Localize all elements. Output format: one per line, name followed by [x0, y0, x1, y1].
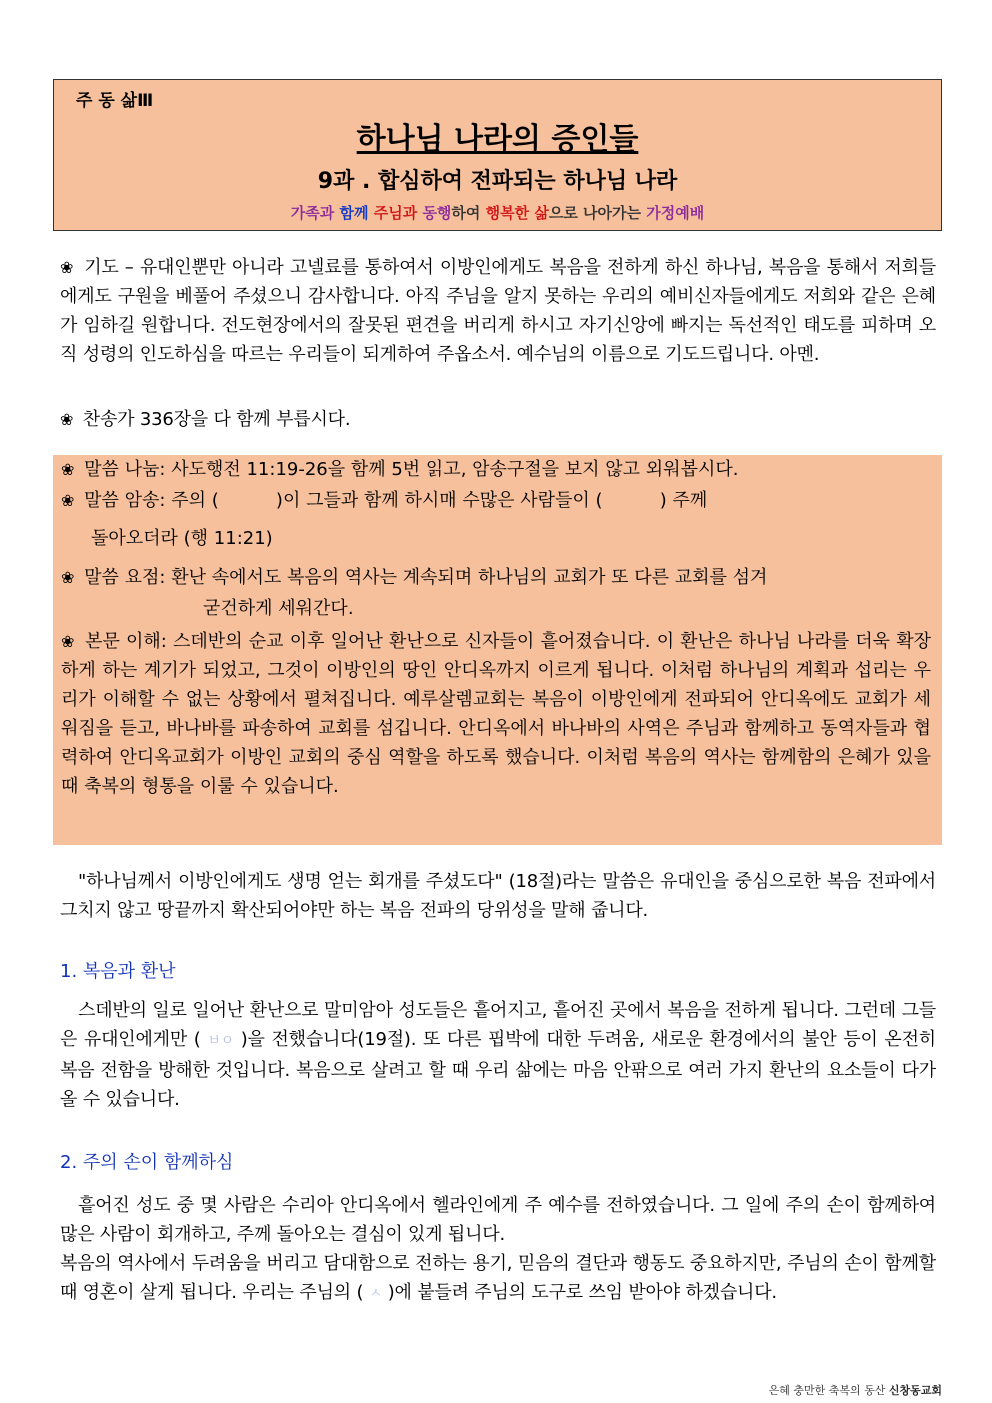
tagline-part: 으로 나아가는 [548, 204, 641, 222]
section2-title: 2. 주의 손이 함께하심 [60, 1152, 234, 1173]
section2-paragraph-1: 흩어진 성도 중 몇 사람은 수리아 안디옥에서 헬라인에게 주 예수를 전하였습니다. 그 일에 주의 손이 함께하여 많은 사람이 회개하고, 주께 돌아오는 결심이 있게 됩니다. [60, 1195, 936, 1245]
tagline-part: 주님과 [373, 204, 418, 222]
word-memory [61, 486, 931, 515]
word-memory-ref: 돌아오더라 (행 11:21) [91, 528, 273, 549]
tagline-part: 함께 [339, 204, 369, 222]
word-sharing [61, 455, 931, 484]
section1-title: 1. 복음과 환난 [60, 961, 176, 982]
hymn-line [60, 405, 936, 434]
section1-paragraph [60, 996, 936, 1114]
intro-paragraph: "하나님께서 이방인에게도 생명 얻는 회개를 주셨도다" (18절)라는 말씀은 유대인을 중심으로한 복음 전파에서 그치지 않고 땅끝까지 확산되어야만 하는 복음 전파의 당위성을 말해 줍니다. [60, 871, 936, 921]
fill-blank-hint: ㅂㅇ [207, 1033, 234, 1049]
word-summary-label: 말씀 요점: [84, 567, 172, 588]
word-understanding [61, 627, 931, 801]
section2-text: 복음의 역사에서 두려움을 버리고 담대함으로 전하는 용기, 믿음의 결단과 행동도 중요하지만, 주님의 손이 함께할 때 영혼이 살게 됩니다. 우리는 주님의 ( [60, 1253, 936, 1303]
word-memory-text: 말씀 암송: 주의 ( )이 그들과 함께 하시매 수많은 사람들이 ( ) 주께 [84, 490, 708, 511]
fill-blank-hint: ㅅ [368, 1286, 383, 1302]
flower-bullet-icon: ❀ [60, 410, 74, 429]
hymn-text: 찬송가 336장을 다 함께 부릅시다. [82, 409, 351, 430]
tagline-part: 가족과 [290, 204, 335, 222]
word-summary-cont: 굳건하게 세워간다. [203, 598, 354, 619]
tagline-part: 동행 [422, 204, 452, 222]
word-summary [61, 563, 931, 592]
prayer-paragraph [60, 253, 936, 369]
tagline-part: 하여 [451, 204, 481, 222]
flower-bullet-icon: ❀ [61, 568, 75, 587]
flower-bullet-icon: ❀ [61, 460, 75, 479]
lesson-header [53, 79, 942, 231]
word-section [53, 455, 942, 845]
section1-text: )을 전했습니다(19절). 또 다른 핍박에 대한 두려움, 새로운 환경에서의 불안 등이 온전히 복음 전함을 방해한 것입니다. 복음으로 살려고 할 때 우리 삶에는 마음 안팎으로 여러 가지 환난의 요소들이 다가올 수 있습니다. [60, 1029, 936, 1110]
flower-bullet-icon: ❀ [61, 632, 75, 651]
word-summary-text: 환난 속에서도 복음의 역사는 계속되며 하나님의 교회가 또 다른 교회를 섬겨 [171, 567, 768, 588]
main-title: 하나님 나라의 증인들 [356, 122, 639, 157]
tagline-part: 가정예배 [646, 204, 705, 222]
footer [769, 1382, 942, 1398]
lesson-title: 9과 . 합심하여 전파되는 하나님 나라 [317, 169, 678, 194]
tagline-part: 행복한 삶 [485, 204, 549, 222]
tagline [54, 202, 941, 223]
series-label: 주 동 삶Ⅲ [76, 91, 154, 111]
flower-bullet-icon: ❀ [60, 258, 74, 277]
footer-church: 신창동교회 [888, 1384, 942, 1397]
section1-text: 스데반의 일로 일어난 환난으로 말미암아 성도들은 흩어지고, 흩어진 곳에서 복음을 전하게 됩니다. 그런데 그들은 유대인에게만 ( [60, 1000, 936, 1050]
section2-paragraph-2 [60, 1249, 936, 1309]
footer-text: 은혜 충만한 축복의 동산 [768, 1384, 886, 1397]
section2-text: )에 붙들려 주님의 도구로 쓰임 받아야 하겠습니다. [387, 1282, 777, 1303]
word-sharing-text: 말씀 나눔: 사도행전 11:19-26을 함께 5번 읽고, 암송구절을 보지 않고 외워봅시다. [84, 459, 739, 480]
word-understanding-text: 본문 이해: 스데반의 순교 이후 일어난 환난으로 신자들이 흩어졌습니다. 이 환난은 하나님 나라를 더욱 확장하게 하는 계기가 되었고, 그것이 이방인의 땅인 안디옥까지 이르게 됩니다. 이처럼 하나님의 계획과 섭리는 우리가 이해할 수 없는 상황에서 펼쳐집니다. 예루살렘교회는 복음이 이방인에게 전파되어 안디옥에도 교회가 세워짐을 듣고, 바나바를 파송하여 교회를 섬깁니다. 안디옥에서 바나바의 사역은 주님과 함께하고 동역자들과 협력하여 안디옥교회가 이방인 교회의 중심 역할을 하도록 했습니다. 이처럼 복음의 역사는 함께함의 은혜가 있을 때 축복의 형통을 이룰 수 있습니다. [61, 631, 932, 797]
prayer-text: 기도 – 유대인뿐만 아니라 고넬료를 통하여서 이방인에게도 복음을 전하게 하신 하나님, 복음을 통해서 저희들에게도 구원을 베풀어 주셨으니 감사합니다. 아직 주님을 알지 못하는 우리의 예비신자들에게도 저희와 같은 은혜가 임하길 원합니다. 전도현장에서의 잘못된 편견을 버리게 하시고 자기신앙에 빠지는 독선적인 태도를 피하며 오직 성령의 인도하심을 따르는 우리들이 되게하여 주옵소서. 예수님의 이름으로 기도드립니다. 아멘. [60, 257, 936, 365]
flower-bullet-icon: ❀ [61, 491, 75, 510]
